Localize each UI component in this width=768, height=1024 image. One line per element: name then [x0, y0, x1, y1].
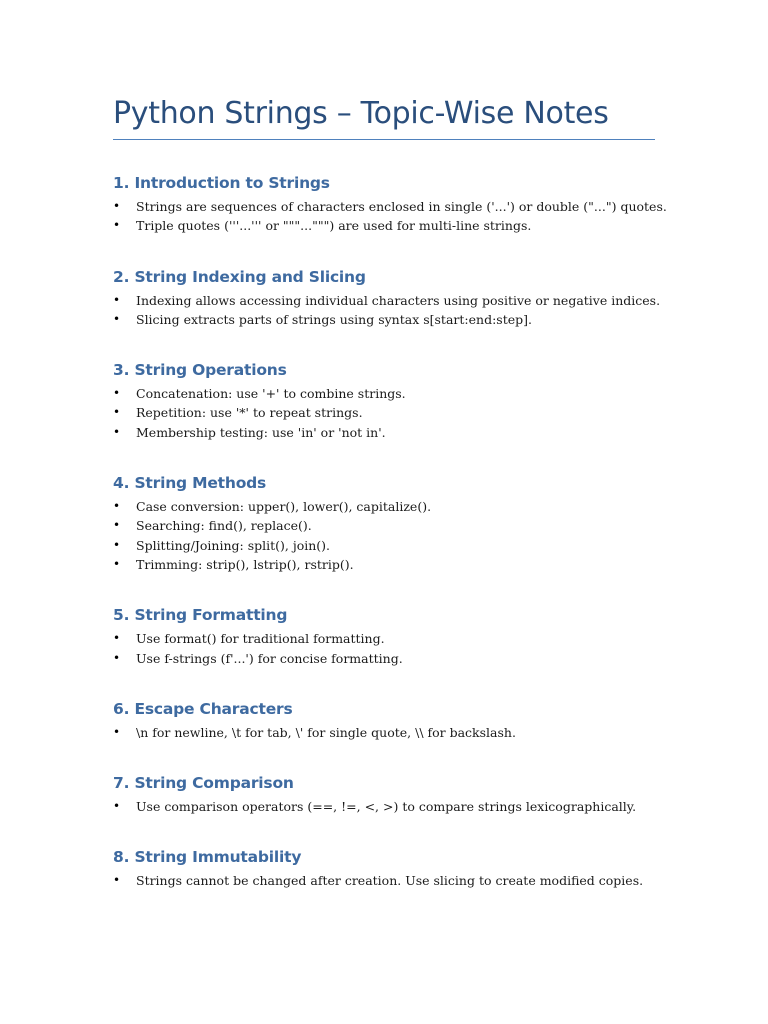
section-2: [113, 267, 661, 330]
sections-container: [113, 173, 667, 891]
list-item: [113, 216, 655, 235]
list-item: [113, 797, 655, 816]
bullet-icon: •: [113, 799, 121, 814]
list-item-text: Strings cannot be changed after creation. Use slicing to create modified copies.: [136, 873, 644, 889]
list-item-text: Repetition: use '*' to repeat strings.: [136, 405, 363, 421]
list-item: [113, 310, 655, 329]
list-item-text: Use comparison operators (==, !=, <, >) to compare strings lexicographically.: [136, 799, 637, 815]
bullet-list: [113, 871, 655, 890]
list-item-text: Concatenation: use '+' to combine strings.: [136, 386, 406, 402]
document-title: Python Strings – Topic-Wise Notes: [113, 96, 609, 131]
bullet-list: [113, 629, 655, 668]
list-item-text: \n for newline, \t for tab, \' for single quote, \\ for backslash.: [136, 724, 516, 740]
list-item-text: Splitting/Joining: split(), join().: [136, 537, 331, 553]
list-item: [113, 723, 655, 742]
section-3: [113, 360, 655, 442]
section-4: [113, 473, 655, 574]
bullet-icon: •: [113, 537, 121, 552]
bullet-icon: •: [113, 518, 121, 533]
section-heading: 4. String Methods: [113, 474, 267, 493]
bullet-icon: •: [113, 218, 121, 233]
section-heading: 2. String Indexing and Slicing: [113, 267, 366, 286]
list-item: [113, 291, 661, 310]
section-heading: 5. String Formatting: [113, 606, 288, 625]
list-item-text: Membership testing: use 'in' or 'not in'.: [136, 424, 386, 440]
bullet-icon: •: [113, 424, 121, 439]
section-7: [113, 773, 655, 816]
section-6: [113, 699, 655, 742]
list-item-text: Triple quotes ('''...''' or """...""") are used for multi-line strings.: [136, 218, 532, 234]
bullet-list: [113, 384, 655, 442]
bullet-list: [113, 723, 655, 742]
section-heading: 8. String Immutability: [113, 848, 302, 867]
title-divider: [113, 139, 655, 140]
list-item-text: Use format() for traditional formatting.: [136, 631, 385, 647]
bullet-icon: •: [113, 873, 121, 888]
bullet-icon: •: [113, 199, 121, 213]
bullet-icon: •: [113, 631, 121, 646]
bullet-list: [113, 497, 655, 574]
list-item: [113, 536, 655, 555]
bullet-icon: •: [113, 499, 121, 514]
list-item: [113, 497, 655, 516]
bullet-icon: •: [113, 556, 121, 571]
list-item-text: Searching: find(), replace().: [136, 518, 312, 534]
list-item: [113, 384, 655, 403]
section-heading: 1. Introduction to Strings: [113, 174, 330, 192]
list-item: [113, 871, 655, 890]
list-item: [113, 197, 667, 216]
bullet-icon: •: [113, 650, 121, 665]
bullet-icon: •: [113, 292, 121, 307]
list-item: [113, 516, 655, 535]
list-item-text: Strings are sequences of characters enclosed in single ('...') or double ("...") quotes.: [136, 199, 667, 214]
list-item: [113, 649, 655, 668]
list-item: [113, 403, 655, 422]
list-item: [113, 423, 655, 442]
bullet-list: [113, 291, 661, 330]
section-8: [113, 847, 655, 890]
bullet-icon: •: [113, 724, 121, 739]
section-heading: 6. Escape Characters: [113, 699, 293, 718]
list-item-text: Trimming: strip(), lstrip(), rstrip().: [136, 556, 354, 572]
list-item-text: Slicing extracts parts of strings using syntax s[start:end:step].: [136, 311, 532, 327]
bullet-list: [113, 797, 655, 816]
list-item-text: Case conversion: upper(), lower(), capitalize().: [136, 499, 432, 515]
list-item: [113, 555, 655, 574]
bullet-icon: •: [113, 386, 121, 401]
bullet-icon: •: [113, 405, 121, 420]
section-5: [113, 605, 655, 668]
list-item-text: Indexing allows accessing individual characters using positive or negative indices.: [136, 292, 661, 308]
bullet-icon: •: [113, 311, 121, 326]
list-item-text: Use f-strings (f'...') for concise formatting.: [136, 650, 403, 666]
section-1: [113, 173, 667, 236]
bullet-list: [113, 197, 667, 236]
list-item: [113, 629, 655, 648]
section-heading: 3. String Operations: [113, 361, 287, 380]
section-heading: 7. String Comparison: [113, 774, 294, 793]
